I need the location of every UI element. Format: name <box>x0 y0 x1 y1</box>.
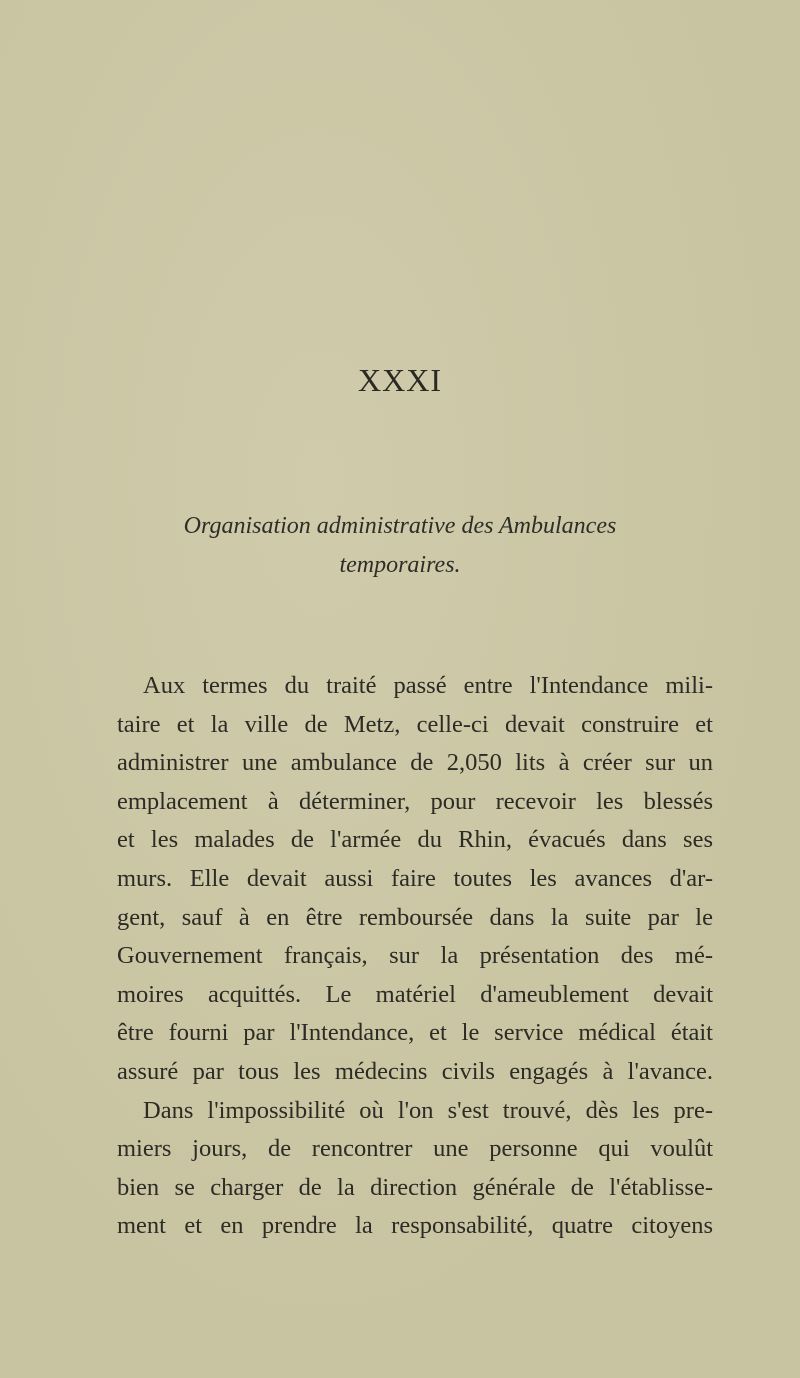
chapter-number: XXXI <box>358 362 442 398</box>
chapter-title <box>0 507 800 585</box>
text-line: gent, sauf à en être remboursée dans la suite par le <box>117 903 713 931</box>
text-line: murs. Elle devait aussi faire toutes les avances d'ar- <box>117 864 713 892</box>
text-line: être fourni par l'Intendance, et le service médical était <box>117 1019 713 1047</box>
text-line: moires acquittés. Le matériel d'ameublement devait <box>117 980 713 1008</box>
text-line: Dans l'impossibilité où l'on s'est trouvé, dès les pre- <box>143 1096 713 1124</box>
text-line: emplacement à déterminer, pour recevoir les blessés <box>117 787 713 815</box>
text-line: ment et en prendre la responsabilité, quatre citoyens <box>117 1212 713 1240</box>
body-paragraph <box>117 667 713 1246</box>
text-line: miers jours, de rencontrer une personne qui voulût <box>117 1135 713 1163</box>
text-line: assuré par tous les médecins civils engagés à l'avance. <box>117 1057 713 1085</box>
chapter-title-line: temporaires. <box>339 552 461 578</box>
text-line: Gouvernement français, sur la présentation des mé- <box>117 942 713 970</box>
text-line: Aux termes du traité passé entre l'Intendance mili- <box>143 672 713 699</box>
text-line: bien se charger de la direction générale de l'établisse- <box>117 1173 713 1201</box>
text-line: administrer une ambulance de 2,050 lits à créer sur un <box>117 749 713 777</box>
chapter-title-line: Organisation administrative des Ambulances <box>183 513 617 539</box>
text-line: taire et la ville de Metz, celle-ci devait construire et <box>117 710 713 738</box>
text-line: et les malades de l'armée du Rhin, évacués dans ses <box>117 826 713 854</box>
